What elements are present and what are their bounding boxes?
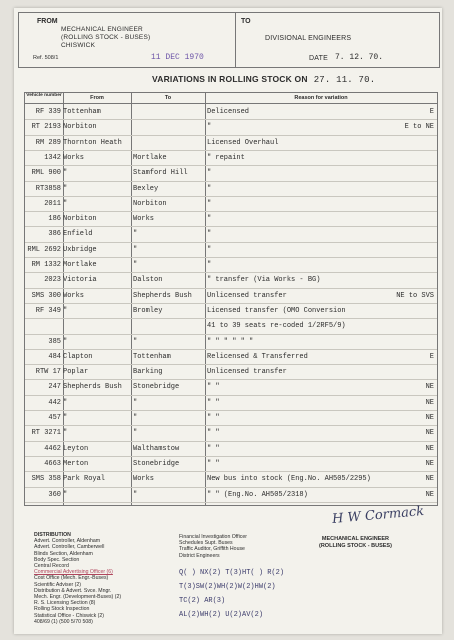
status-code: NE [425, 475, 434, 484]
signature: H W Cormack [331, 504, 425, 527]
from-location: Thornton Heath [63, 138, 122, 147]
title-text: VARIATIONS IN ROLLING STOCK ON [152, 74, 308, 84]
distribution-list-right [179, 534, 247, 559]
reason-text: Licensed transfer (OMO Conversion [207, 306, 346, 315]
reason-text: " " [207, 383, 220, 392]
to-location: Stonebridge [133, 383, 180, 392]
reason-text: " [207, 123, 212, 132]
distribution-item: Schedules Supt. Buses [179, 540, 233, 547]
table-row [25, 365, 437, 379]
header-from: From [90, 95, 104, 101]
table-row [25, 197, 437, 211]
table-row [25, 380, 437, 394]
to-location: Barking [133, 368, 163, 377]
vehicle-number: RML 900 [31, 169, 61, 178]
received-stamp: 11 DEC 1970 [151, 53, 204, 62]
to-location: " [133, 337, 138, 346]
memo-sheet [14, 8, 442, 634]
garage-code-line: TC(2) AR(3) [179, 597, 226, 605]
reason-text: 41 to 39 seats re-coded 1/2RF5/9) [207, 322, 346, 331]
to-location: Dalston [133, 276, 163, 285]
reason-text: " " [207, 459, 220, 468]
table-row [25, 258, 437, 272]
from-location: Tottenham [63, 108, 101, 116]
variations-table [24, 92, 438, 506]
to-location: Works [133, 215, 155, 224]
vehicle-number: SMS 358 [31, 475, 61, 484]
from-location: Works [63, 153, 85, 162]
reason-text: " [207, 169, 212, 178]
from-location: Victoria [63, 276, 97, 285]
to-label: TO [241, 18, 251, 25]
table-row [25, 335, 437, 349]
to-location: Mortlake [133, 153, 167, 162]
reason-text: Unlicensed transfer [207, 291, 287, 300]
table-row [25, 304, 437, 318]
table-row [25, 472, 437, 486]
to-location: Norbiton [133, 199, 167, 208]
header-box [18, 12, 440, 68]
from-location: " [63, 429, 68, 438]
header-reason: Reason for variation [294, 95, 348, 101]
reason-text: Relicensed & Transferred [207, 352, 308, 361]
table-row [25, 212, 437, 226]
garage-code-line: AL(2)WH(2) U(2)AV(2) [179, 611, 264, 619]
reason-text: " " [207, 429, 220, 438]
reason-text: " " [207, 398, 220, 407]
to-location: " [133, 398, 138, 407]
reason-text: " [207, 184, 212, 193]
distribution-item: District Engineers [179, 552, 220, 559]
vehicle-number: RTW 17 [35, 368, 61, 377]
table-row [25, 166, 437, 180]
table-row [25, 457, 437, 471]
vehicle-number: 4462 [44, 444, 61, 453]
from-location: " [63, 184, 68, 193]
vehicle-number: 386 [48, 230, 61, 239]
distribution-item: Rolling Stock Inspection [34, 606, 90, 613]
garage-code-line: Q( ) NX(2) T(3)HT( ) R(2) [179, 569, 285, 577]
reason-text: " [207, 261, 212, 269]
to-location: Works [133, 475, 155, 484]
reason-text: Unlicensed transfer [207, 368, 287, 377]
status-code: NE [425, 490, 434, 499]
to-location: Tottenham [133, 352, 171, 361]
vehicle-number: 442 [48, 398, 61, 407]
status-code: E to NE [404, 123, 434, 132]
vehicle-number: RT 3271 [31, 429, 61, 438]
to-location: Bexley [133, 184, 159, 193]
to-location: " [133, 245, 138, 254]
reason-text: " [207, 215, 212, 224]
table-row [25, 411, 437, 425]
from-location: " [63, 414, 68, 422]
vehicle-number: RT 2193 [31, 123, 61, 132]
ref-number: Ref. 508/1 [33, 55, 59, 61]
from-location: Works [63, 291, 85, 300]
vehicle-number: 2011 [44, 199, 61, 208]
distribution-heading: DISTRIBUTION [34, 532, 71, 538]
status-code: NE [425, 429, 434, 438]
reason-text: " repaint [207, 153, 245, 162]
table-row [25, 426, 437, 440]
title-date: 27. 11. 70. [313, 75, 376, 85]
signature-caption: MECHANICAL ENGINEER (ROLLING STOCK - BUSES) [319, 536, 392, 549]
to-location: " [133, 230, 138, 239]
from-location: Enfield [63, 230, 93, 239]
from-location: Poplar [63, 368, 89, 377]
reason-text: New bus into stock (Eng.No. AH505/2295) [207, 475, 371, 484]
distribution-item: Mech. Engr. (Development-Buses) (2) [34, 594, 122, 601]
from-line-3: CHISWICK [61, 42, 96, 49]
reason-text: " " (Eng.No. AH505/2318) [207, 490, 308, 499]
from-location: Uxbridge [63, 245, 97, 254]
status-code: NE to SVS [396, 291, 434, 300]
page-title [152, 74, 375, 85]
from-location: " [63, 490, 68, 499]
table-row [25, 350, 437, 364]
vehicle-number: 484 [48, 352, 61, 361]
to-location: " [133, 261, 138, 269]
table-row [25, 243, 437, 257]
from-location: Norbiton [63, 215, 97, 224]
reason-text: " [207, 230, 212, 239]
status-code: E [429, 352, 434, 361]
table-row [25, 273, 437, 287]
from-line-1: MECHANICAL ENGINEER [61, 26, 143, 33]
date-label: DATE [309, 55, 328, 62]
distribution-item: Traffic Auditor, Griffith House [179, 546, 245, 553]
distribution-item: Scientific Adviser (2) [34, 581, 81, 588]
table-row [25, 289, 437, 303]
table-row [25, 227, 437, 241]
status-code: NE [425, 398, 434, 407]
status-code: NE [425, 459, 434, 468]
reason-text: " [207, 199, 212, 208]
garage-codes [179, 566, 284, 622]
from-location: " [63, 306, 68, 315]
vehicle-number: RF 349 [35, 306, 61, 315]
vehicle-number: 457 [48, 414, 61, 422]
vehicle-number: RML 2692 [27, 245, 61, 254]
table-row [25, 136, 437, 150]
distribution-item: Advert. Controller, Camberwell [34, 544, 105, 551]
vehicle-number: 4663 [44, 459, 61, 468]
header-to: To [164, 95, 172, 101]
from-location: Clapton [63, 352, 93, 361]
vehicle-number: 360 [48, 490, 61, 499]
to-location: Bromley [133, 306, 163, 315]
vehicle-number: RT3858 [35, 184, 61, 193]
from-location: Shepherds Bush [63, 383, 122, 392]
vehicle-number: RF 339 [35, 108, 61, 116]
distribution-item: Distribution & Advert. Svce. Mngr. [34, 587, 112, 594]
distribution-item: Financial Investigation Officer [179, 534, 247, 540]
date-value: 7. 12. 70. [335, 53, 384, 62]
distribution-item: Statistical Office - Chiswick (2) [34, 612, 104, 619]
table-row [25, 442, 437, 456]
distribution-item: Cost Office (Mech. Engr.-Buses) [34, 575, 109, 582]
reason-text: " transfer (Via Works - BG) [207, 276, 321, 285]
table-row [25, 319, 437, 333]
from-location: " [63, 169, 68, 178]
distribution-item: R. S. Licensing Section (8) [34, 600, 96, 607]
from-location: " [63, 199, 68, 208]
from-location: Leyton [63, 444, 89, 453]
reason-text: " " " " " " [207, 337, 254, 346]
table-row [25, 488, 437, 502]
reason-text: Delicensed [207, 108, 250, 116]
from-location: " [63, 398, 68, 407]
table-row [25, 396, 437, 410]
status-code: NE [425, 444, 434, 453]
vehicle-number: 247 [48, 383, 61, 392]
to-value: DIVISIONAL ENGINEERS [265, 35, 352, 42]
distribution-item: Blinds Section, Aldenham [34, 550, 93, 557]
from-location: Mortlake [63, 261, 97, 269]
reason-text: " " [207, 444, 220, 453]
to-location: Walthamstow [133, 444, 180, 453]
distribution-item: 408/69 (1) (500 5/70 508) [34, 618, 93, 625]
to-location: " [133, 490, 138, 499]
to-location: " [133, 429, 138, 438]
to-location: Stonebridge [133, 459, 180, 468]
table-row [25, 105, 437, 119]
status-code: E [429, 108, 434, 116]
vehicle-number: 385 [48, 337, 61, 346]
to-location: Stamford Hill [133, 169, 188, 178]
status-code: NE [425, 414, 434, 422]
distribution-item: Body Spec. Section [34, 556, 80, 563]
to-location: Shepherds Bush [133, 291, 192, 300]
vehicle-number: RM 289 [35, 138, 61, 147]
table-row [25, 151, 437, 165]
reason-text: " " [207, 414, 220, 422]
from-location: Merton [63, 459, 89, 468]
from-line-2: (ROLLING STOCK - BUSES) [61, 34, 151, 41]
from-label: FROM [37, 18, 58, 25]
table-row [25, 120, 437, 134]
distribution-item-highlighted: Commercial Advertising Officer (6) [34, 569, 113, 576]
distribution-list [34, 532, 121, 625]
vehicle-number: SMS 300 [31, 291, 61, 300]
distribution-item: Central Record [34, 563, 69, 570]
to-location: " [133, 414, 138, 422]
garage-code-line: T(3)SW(2)WH(2)W(2)HW(2) [179, 583, 276, 591]
reason-text: Licensed Overhaul [207, 138, 279, 147]
vehicle-number: 186 [48, 215, 61, 224]
from-location: Park Royal [63, 475, 106, 484]
from-location: " [63, 337, 68, 346]
reason-text: " [207, 245, 212, 254]
vehicle-number: RM 1332 [31, 261, 61, 269]
distribution-item: Advert. Controller, Aldenham [34, 538, 101, 545]
status-code: NE [425, 383, 434, 392]
from-location: Norbiton [63, 123, 97, 132]
vehicle-number: 1342 [44, 153, 61, 162]
table-row [25, 182, 437, 196]
header-vehicle: Vehicle number [26, 93, 62, 98]
vehicle-number: 2023 [44, 276, 61, 285]
